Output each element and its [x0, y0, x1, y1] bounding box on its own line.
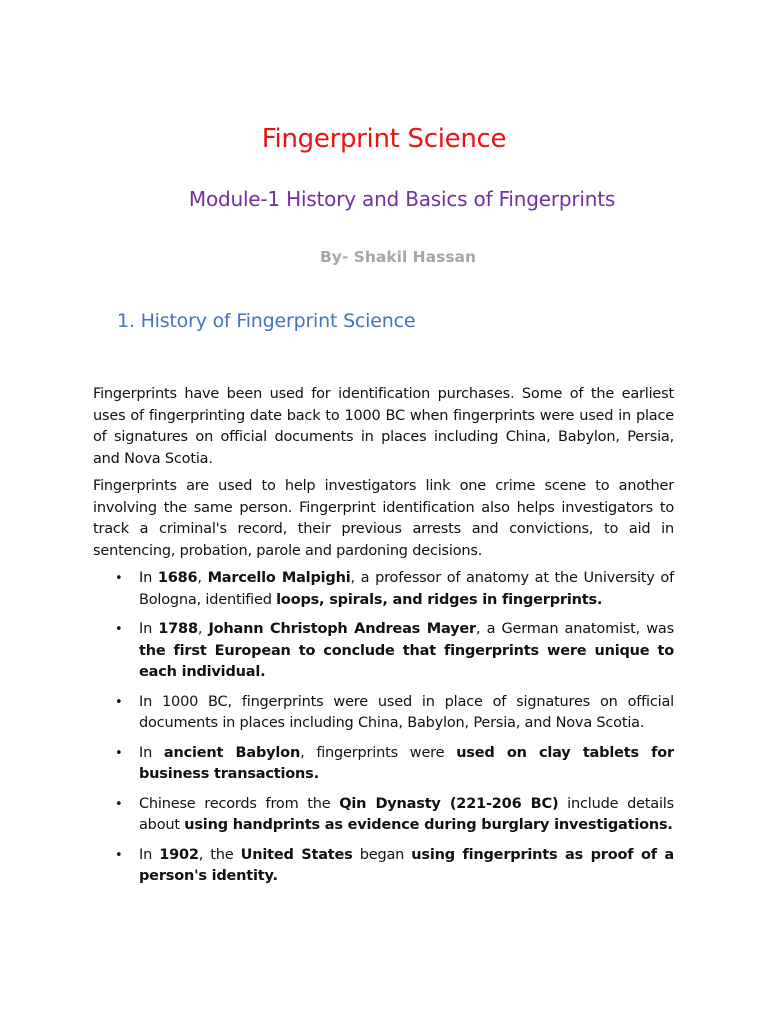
bullet-text: , the [198, 846, 241, 863]
bullet-bold-text: Qin Dynasty (221-206 BC) [339, 795, 559, 812]
bullet-text: In [139, 570, 158, 586]
section-heading: 1. History of Fingerprint Science [117, 310, 416, 332]
bullet-text: In [139, 621, 159, 637]
bullet-item [93, 568, 674, 611]
bullet-marker: • [115, 694, 123, 710]
bullet-item [93, 743, 674, 786]
bullet-item [93, 692, 674, 735]
bullet-text: began [352, 846, 412, 863]
bullet-bold-text: used on clay tablets for business transactions. [139, 744, 674, 782]
bullet-marker: • [115, 622, 123, 637]
bullet-text: In [139, 846, 160, 863]
document-subtitle: Module-1 History and Basics of Fingerprints [188, 187, 616, 211]
bullet-item [93, 845, 674, 888]
bullet-marker: • [115, 571, 123, 586]
bullet-text: , a German anatomist, was [475, 621, 674, 637]
bullet-text: In [139, 744, 164, 761]
bullet-bold-text: the first European to conclude that fingerprints were unique to each individual. [139, 642, 674, 680]
bullet-marker: • [115, 796, 123, 812]
history-bullet-list [93, 568, 674, 896]
bullet-marker: • [115, 745, 123, 761]
paragraph-2 [93, 476, 674, 562]
bullet-bold-text: 1902 [159, 846, 199, 863]
bullet-bold-text: Marcello Malpighi [207, 570, 351, 586]
bullet-bold-text: using handprints as evidence during burglary investigations. [184, 817, 673, 833]
paragraph-text: Fingerprints have been used for identification purchases. Some of the earliest uses of fingerprinting date back to 1000 BC when fingerprints were used in place of signatures on official documents in places including China, Babylon, Persia, and Nova Scotia. [93, 386, 674, 467]
bullet-bold-text: ancient Babylon [163, 744, 301, 761]
bullet-text: include details about [139, 795, 674, 833]
bullet-bold-text: 1788 [158, 621, 198, 637]
document-title: Fingerprint Science [261, 124, 507, 154]
bullet-item [93, 619, 674, 684]
paragraph-1 [93, 384, 674, 470]
bullet-bold-text: loops, spirals, and ridges in fingerprints. [276, 591, 603, 608]
author-line: By- Shakil Hassan [319, 248, 477, 266]
bullet-bold-text: 1686 [157, 570, 198, 586]
bullet-text: , [197, 570, 208, 586]
bullet-text: Chinese records from the [139, 795, 340, 812]
bullet-text: In 1000 BC, fingerprints were used in place of signatures on official documents in places including China, Babylon, Persia, and Nova Scotia. [139, 693, 674, 731]
bullet-item [93, 794, 674, 837]
paragraph-text: Fingerprints are used to help investigators link one crime scene to another involving the same person. Fingerprint identification also helps investigators to track a criminal's record, their previous arrests and convictions, to aid in sentencing, probation, parole and pardoning decisions. [93, 478, 674, 559]
bullet-bold-text: using fingerprints as proof of a person's identity. [139, 846, 674, 884]
bullet-bold-text: Johann Christoph Andreas Mayer [208, 621, 476, 637]
bullet-text: , fingerprints were [300, 744, 457, 761]
bullet-bold-text: United States [240, 846, 353, 863]
bullet-text: , a professor of anatomy at the University of Bologna, identified [139, 570, 674, 608]
bullet-marker: • [115, 847, 123, 863]
bullet-text: , [197, 621, 209, 637]
